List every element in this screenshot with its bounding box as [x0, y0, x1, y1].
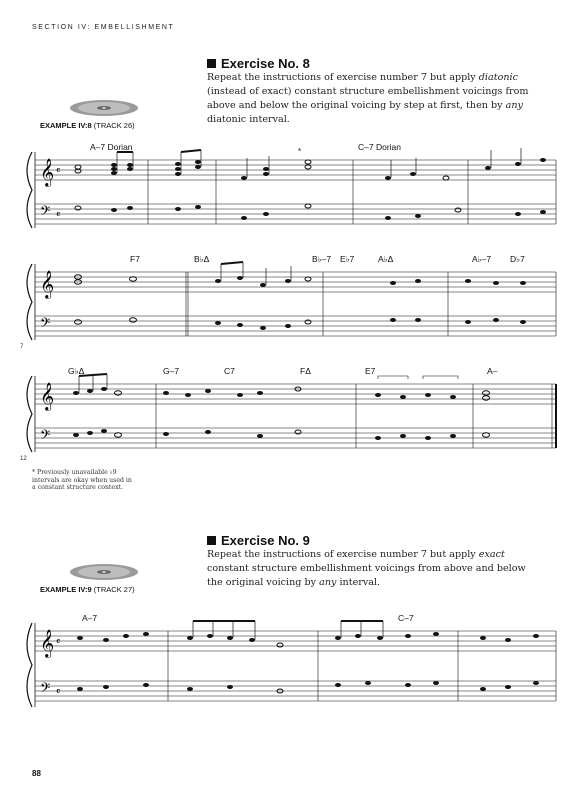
footnote: * Previously unavailable ♭9 intervals are okay when used in a constant structure context.: [32, 469, 132, 491]
svg-text:𝄴: 𝄴: [56, 637, 61, 648]
chord-symbol: G–7: [163, 366, 180, 376]
treble-clef-icon: 𝄞: [40, 271, 55, 298]
bass-clef-icon: 𝄢: [40, 317, 51, 334]
example-iv9-label: EXAMPLE IV:9 (TRACK 27): [40, 585, 135, 594]
music-system-2: [18, 250, 558, 350]
chord-symbol: A♭Δ: [378, 254, 394, 264]
exercise-9-title: [207, 533, 310, 548]
chord-symbol: C–7: [398, 613, 414, 623]
music-system-3: [18, 362, 558, 462]
noteheads-1: [75, 158, 546, 220]
bullet-square-icon: [207, 59, 216, 68]
cd-disc-icon: [68, 561, 148, 583]
cd-disc-icon: [68, 97, 148, 119]
treble-clef-icon: 𝄞: [40, 630, 55, 657]
chord-symbol: D♭7: [510, 254, 525, 264]
bass-clef-icon: 𝄢: [40, 429, 51, 446]
chord-symbol: G♭Δ: [68, 366, 85, 376]
music-system-1: [18, 138, 558, 238]
chord-symbol: E♭7: [340, 254, 355, 264]
chord-symbol: C–7 Dorian: [358, 142, 401, 152]
exercise-8-title: [207, 56, 310, 71]
chord-symbol: A♭–7: [472, 254, 492, 264]
chord-symbol: A–: [487, 366, 498, 376]
exercise-8-text: Repeat the instructions of exercise number 7 but apply diatonic (instead of exact) constant structure embellishment voicings from above and below the original voicing by step at first, then by any diatonic interval.: [207, 72, 529, 125]
grand-staff-1: [27, 152, 556, 228]
music-system-4: [18, 605, 558, 715]
chord-symbol: C7: [224, 366, 235, 376]
chord-symbol: A–7 Dorian: [90, 142, 133, 152]
exercise-8-title-text: Exercise No. 8: [221, 56, 310, 71]
measure-number: 7: [20, 344, 24, 350]
example-iv8-label: EXAMPLE IV:8 (TRACK 26): [40, 121, 135, 130]
svg-text:𝄴: 𝄴: [56, 166, 61, 177]
bass-clef-icon: 𝄢: [40, 682, 51, 699]
chord-symbol: FΔ: [300, 366, 311, 376]
exercise-9-title-text: Exercise No. 9: [221, 533, 310, 548]
chord-symbol: E7: [365, 366, 376, 376]
chord-symbol: B♭–7: [312, 254, 332, 264]
bullet-square-icon: [207, 536, 216, 545]
chord-symbol: A–7: [82, 613, 98, 623]
bass-clef-icon: 𝄢: [40, 205, 51, 222]
measure-number: 12: [20, 456, 27, 462]
svg-text:*: *: [298, 147, 302, 156]
chord-symbol: B♭Δ: [194, 254, 210, 264]
chord-symbol: F7: [130, 254, 140, 264]
section-header: SECTION IV: EMBELLISHMENT: [32, 24, 175, 31]
treble-clef-icon: 𝄞: [40, 159, 55, 186]
svg-text:𝄴: 𝄴: [56, 210, 61, 221]
treble-clef-icon: 𝄞: [40, 383, 55, 410]
svg-text:𝄴: 𝄴: [56, 687, 61, 698]
page-number: 88: [32, 769, 41, 778]
exercise-9-text: Repeat the instructions of exercise number 7 but apply exact constant structure embellishment voicings from above and below the original voicing by any interval.: [207, 549, 526, 588]
